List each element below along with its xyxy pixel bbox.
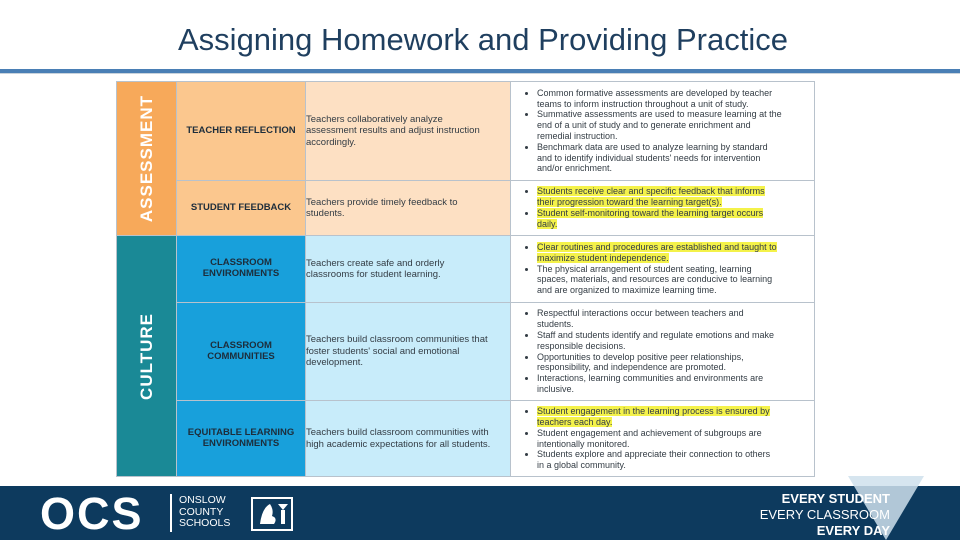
table-row: [117, 181, 815, 236]
look-fors-cell: [511, 82, 815, 181]
look-fors-cell: [511, 236, 815, 303]
bullet-text: Opportunities to develop positive peer relationships,: [537, 351, 744, 362]
bullet-text-highlighted: teachers each day.: [537, 416, 613, 427]
indicator-line: TEACHER REFLECTION: [186, 124, 296, 136]
bullet-text: in a global community.: [537, 460, 626, 471]
description-line: Teachers build classroom communities that: [306, 334, 488, 346]
description-cell: [306, 181, 511, 236]
list-item: [537, 88, 808, 110]
indicator-cell: [177, 181, 306, 236]
indicator-cell: [177, 236, 306, 303]
bullet-text: and are organized to maximize learning time.: [537, 285, 717, 296]
list-item: [537, 142, 808, 174]
indicator-line: STUDENT FEEDBACK: [190, 201, 292, 213]
description-cell: [306, 82, 511, 181]
description-line: classrooms for student learning.: [306, 269, 441, 280]
list-item: [537, 308, 808, 330]
description-cell: [306, 401, 511, 477]
school-logo-icon: [250, 494, 294, 539]
bullet-text: Interactions, learning communities and environments are: [537, 373, 764, 384]
description-line: accordingly.: [306, 136, 356, 148]
table-row: [117, 236, 815, 303]
bullet-text: responsible decisions.: [537, 340, 626, 351]
domain-cell-culture: [117, 236, 177, 477]
description-line: foster students' social and emotional: [306, 345, 460, 357]
description-cell: [306, 236, 511, 303]
table-row: [117, 303, 815, 401]
look-fors-cell: [511, 303, 815, 401]
bullet-text: teams to inform instruction throughout a unit of study.: [537, 98, 749, 109]
framework-table: [116, 81, 815, 477]
tagline-line: EVERY CLASSROOM: [759, 507, 890, 522]
list-item: [537, 186, 808, 208]
indicator-line: ENVIRONMENTS: [202, 268, 280, 279]
indicator-line: CLASSROOM: [210, 339, 272, 351]
bullet-text-highlighted: Student self-monitoring toward the learning target occurs: [537, 208, 764, 218]
domain-cell-assessment: [117, 82, 177, 236]
domain-label: CULTURE: [136, 312, 156, 400]
bullet-text-highlighted: maximize student independence.: [537, 252, 669, 263]
bullet-text-highlighted: their progression toward the learning target(s).: [537, 197, 722, 208]
bullet-text: Respectful interactions occur between teachers and: [537, 308, 744, 319]
district-line: COUNTY: [179, 505, 224, 518]
bullet-text: Students explore and appreciate their connection to others: [537, 449, 771, 460]
list-item: [537, 406, 808, 428]
bullet-text: Benchmark data are used to analyze learning by standard: [537, 141, 768, 152]
list-item: [537, 352, 808, 374]
indicator-line: CLASSROOM: [210, 257, 272, 269]
district-line: ONSLOW: [179, 494, 226, 506]
bullet-text: inclusive.: [537, 383, 575, 394]
indicator-line: ENVIRONMENTS: [202, 437, 280, 449]
slide-title: Assigning Homework and Providing Practice: [178, 22, 788, 57]
title-underline-shadow: [0, 73, 960, 74]
bullet-text: spaces, materials, and resources are conducive to learning: [537, 274, 773, 285]
domain-label: ASSESSMENT: [136, 94, 156, 223]
ocs-logo-text: OCS: [40, 488, 144, 539]
description-line: Teachers provide timely feedback to: [306, 196, 458, 208]
bullet-text: students.: [537, 319, 574, 330]
bullet-text-highlighted: Student engagement in the learning process is ensured by: [537, 406, 770, 417]
district-name: [179, 495, 230, 530]
indicator-cell: [177, 401, 306, 477]
description-line: students.: [306, 208, 345, 219]
indicator-line: EQUITABLE LEARNING: [187, 426, 295, 438]
bullet-text: responsibility, and independence are promoted.: [537, 362, 726, 373]
bullet-text: Summative assessments are used to measure learning at the: [537, 109, 782, 120]
list-item: [537, 330, 808, 352]
list-item: [537, 264, 808, 296]
indicator-line: COMMUNITIES: [207, 350, 275, 362]
bullet-text: and/or enrichment.: [537, 163, 613, 174]
district-line: SCHOOLS: [179, 517, 231, 529]
list-item: [537, 449, 808, 471]
list-item: [537, 428, 808, 450]
table-row: [117, 82, 815, 181]
list-item: [537, 373, 808, 395]
bullet-text-highlighted: daily.: [537, 218, 558, 229]
description-cell: [306, 303, 511, 401]
tagline-line: EVERY DAY: [816, 523, 890, 538]
list-item: [537, 242, 808, 264]
description-line: high academic expectations for all students.: [306, 438, 491, 450]
bullet-text: Student engagement and achievement of subgroups are: [537, 427, 762, 438]
table-row: [117, 401, 815, 477]
bullet-text-highlighted: Students receive clear and specific feedback that informs: [537, 186, 765, 197]
description-line: Teachers collaboratively analyze: [306, 113, 443, 125]
bullet-text: The physical arrangement of student seating, learning: [537, 263, 752, 274]
tagline-line: EVERY STUDENT: [781, 491, 890, 506]
description-line: development.: [306, 357, 364, 369]
bullet-text: and to identify individual students' needs for intervention: [537, 152, 761, 163]
description-line: assessment results and adjust instruction: [306, 125, 480, 137]
bullet-text: intentionally monitored.: [537, 438, 630, 449]
footer-divider: [170, 494, 172, 532]
bullet-text: remedial instruction.: [537, 131, 618, 141]
list-item: [537, 208, 808, 230]
indicator-cell: [177, 303, 306, 401]
bullet-text: Staff and students identify and regulate emotions and make: [537, 329, 774, 340]
description-line: Teachers create safe and orderly: [306, 257, 445, 269]
bullet-text: Common formative assessments are developed by teacher: [537, 87, 773, 98]
indicator-cell: [177, 82, 306, 181]
bullet-text-highlighted: Clear routines and procedures are established and taught to: [537, 242, 777, 252]
tagline: [760, 491, 890, 539]
look-fors-cell: [511, 401, 815, 477]
list-item: [537, 109, 808, 141]
bullet-text: end of a unit of study and to generate enrichment and: [537, 120, 751, 131]
description-line: Teachers build classroom communities with: [306, 427, 489, 439]
look-fors-cell: [511, 181, 815, 236]
